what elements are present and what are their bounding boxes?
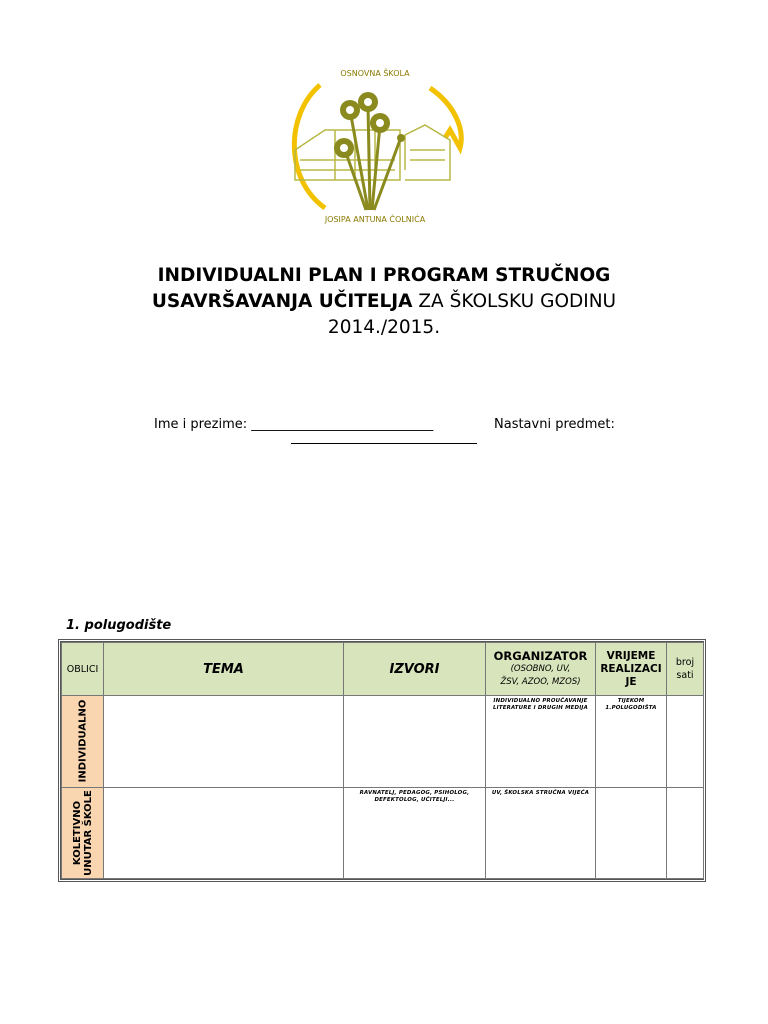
cell-izvori[interactable]: [344, 696, 486, 788]
row-label-kolektivno: [62, 787, 104, 879]
table-header-row: [62, 643, 704, 696]
cell-izvori[interactable]: RAVNATELJ, PEDAGOG, PSIHOLOG, DEFEKTOLOG, UČITELJI...: [344, 787, 486, 879]
row-label-line1: INDIVIDUALNO: [77, 699, 88, 783]
header-vrijeme: [596, 643, 667, 696]
header-organizator-sub1: (OSOBNO, UV,: [510, 663, 571, 674]
row-label-individualno: [62, 696, 104, 788]
logo-bottom-text: JOSIPA ANTUNA ČOLNIĆA: [324, 215, 426, 224]
header-izvori: IZVORI: [344, 643, 486, 696]
header-vrijeme-3: JE: [625, 675, 637, 688]
row-label-line2: UNUTAR ŠKOLE: [82, 789, 94, 876]
header-organizator-sub2: ŽSV, AZOO, MZOS): [500, 676, 581, 687]
header-organizator: [486, 643, 596, 696]
title-line-1: INDIVIDUALNI PLAN I PROGRAM STRUČNOG: [157, 265, 611, 286]
header-oblici: OBLICI: [62, 643, 104, 696]
name-field-label[interactable]: Ime i prezime: ____________________________: [154, 417, 434, 432]
header-broj-sati: [667, 643, 704, 696]
cell-organizator[interactable]: INDIVIDUALNO PROUČAVANJE LITERATURE I DRUGIH MEDIJA: [486, 696, 596, 788]
title-year: 2014./2015.: [327, 317, 441, 338]
cell-vrijeme[interactable]: [596, 787, 667, 879]
title-line-2-bold: USAVRŠAVANJA UČITELJA: [151, 291, 413, 312]
header-broj-1: broj: [675, 657, 695, 668]
subject-field-line[interactable]: [291, 443, 477, 444]
subject-field-label[interactable]: Nastavni predmet:: [494, 417, 615, 432]
cell-broj[interactable]: [667, 787, 704, 879]
cell-tema[interactable]: [104, 696, 344, 788]
cell-tema[interactable]: [104, 787, 344, 879]
cell-broj[interactable]: [667, 696, 704, 788]
header-tema: TEMA: [104, 643, 344, 696]
table-row: [62, 787, 704, 879]
table-row: [62, 696, 704, 788]
row-label-line1: KOLETIVNO: [71, 800, 83, 865]
header-vrijeme-1: VRIJEME: [606, 649, 656, 662]
plan-table: [58, 639, 706, 882]
cell-vrijeme[interactable]: TIJEKOM 1.POLUGODIŠTA: [596, 696, 667, 788]
section-heading: 1. polugodište: [66, 618, 172, 633]
school-logo: [280, 60, 470, 230]
school-logo-graphic: [280, 60, 470, 230]
header-vrijeme-2: REALIZACI: [600, 662, 662, 675]
header-broj-2: sati: [676, 670, 694, 681]
logo-top-text: OSNOVNA ŠKOLA: [340, 69, 410, 78]
title-line-2-rest: ZA ŠKOLSKU GODINU: [412, 291, 617, 312]
cell-organizator[interactable]: UV, ŠKOLSKA STRUČNA VIJEĆA: [486, 787, 596, 879]
header-organizator-title: ORGANIZATOR: [493, 648, 588, 663]
document-title: [0, 263, 768, 341]
